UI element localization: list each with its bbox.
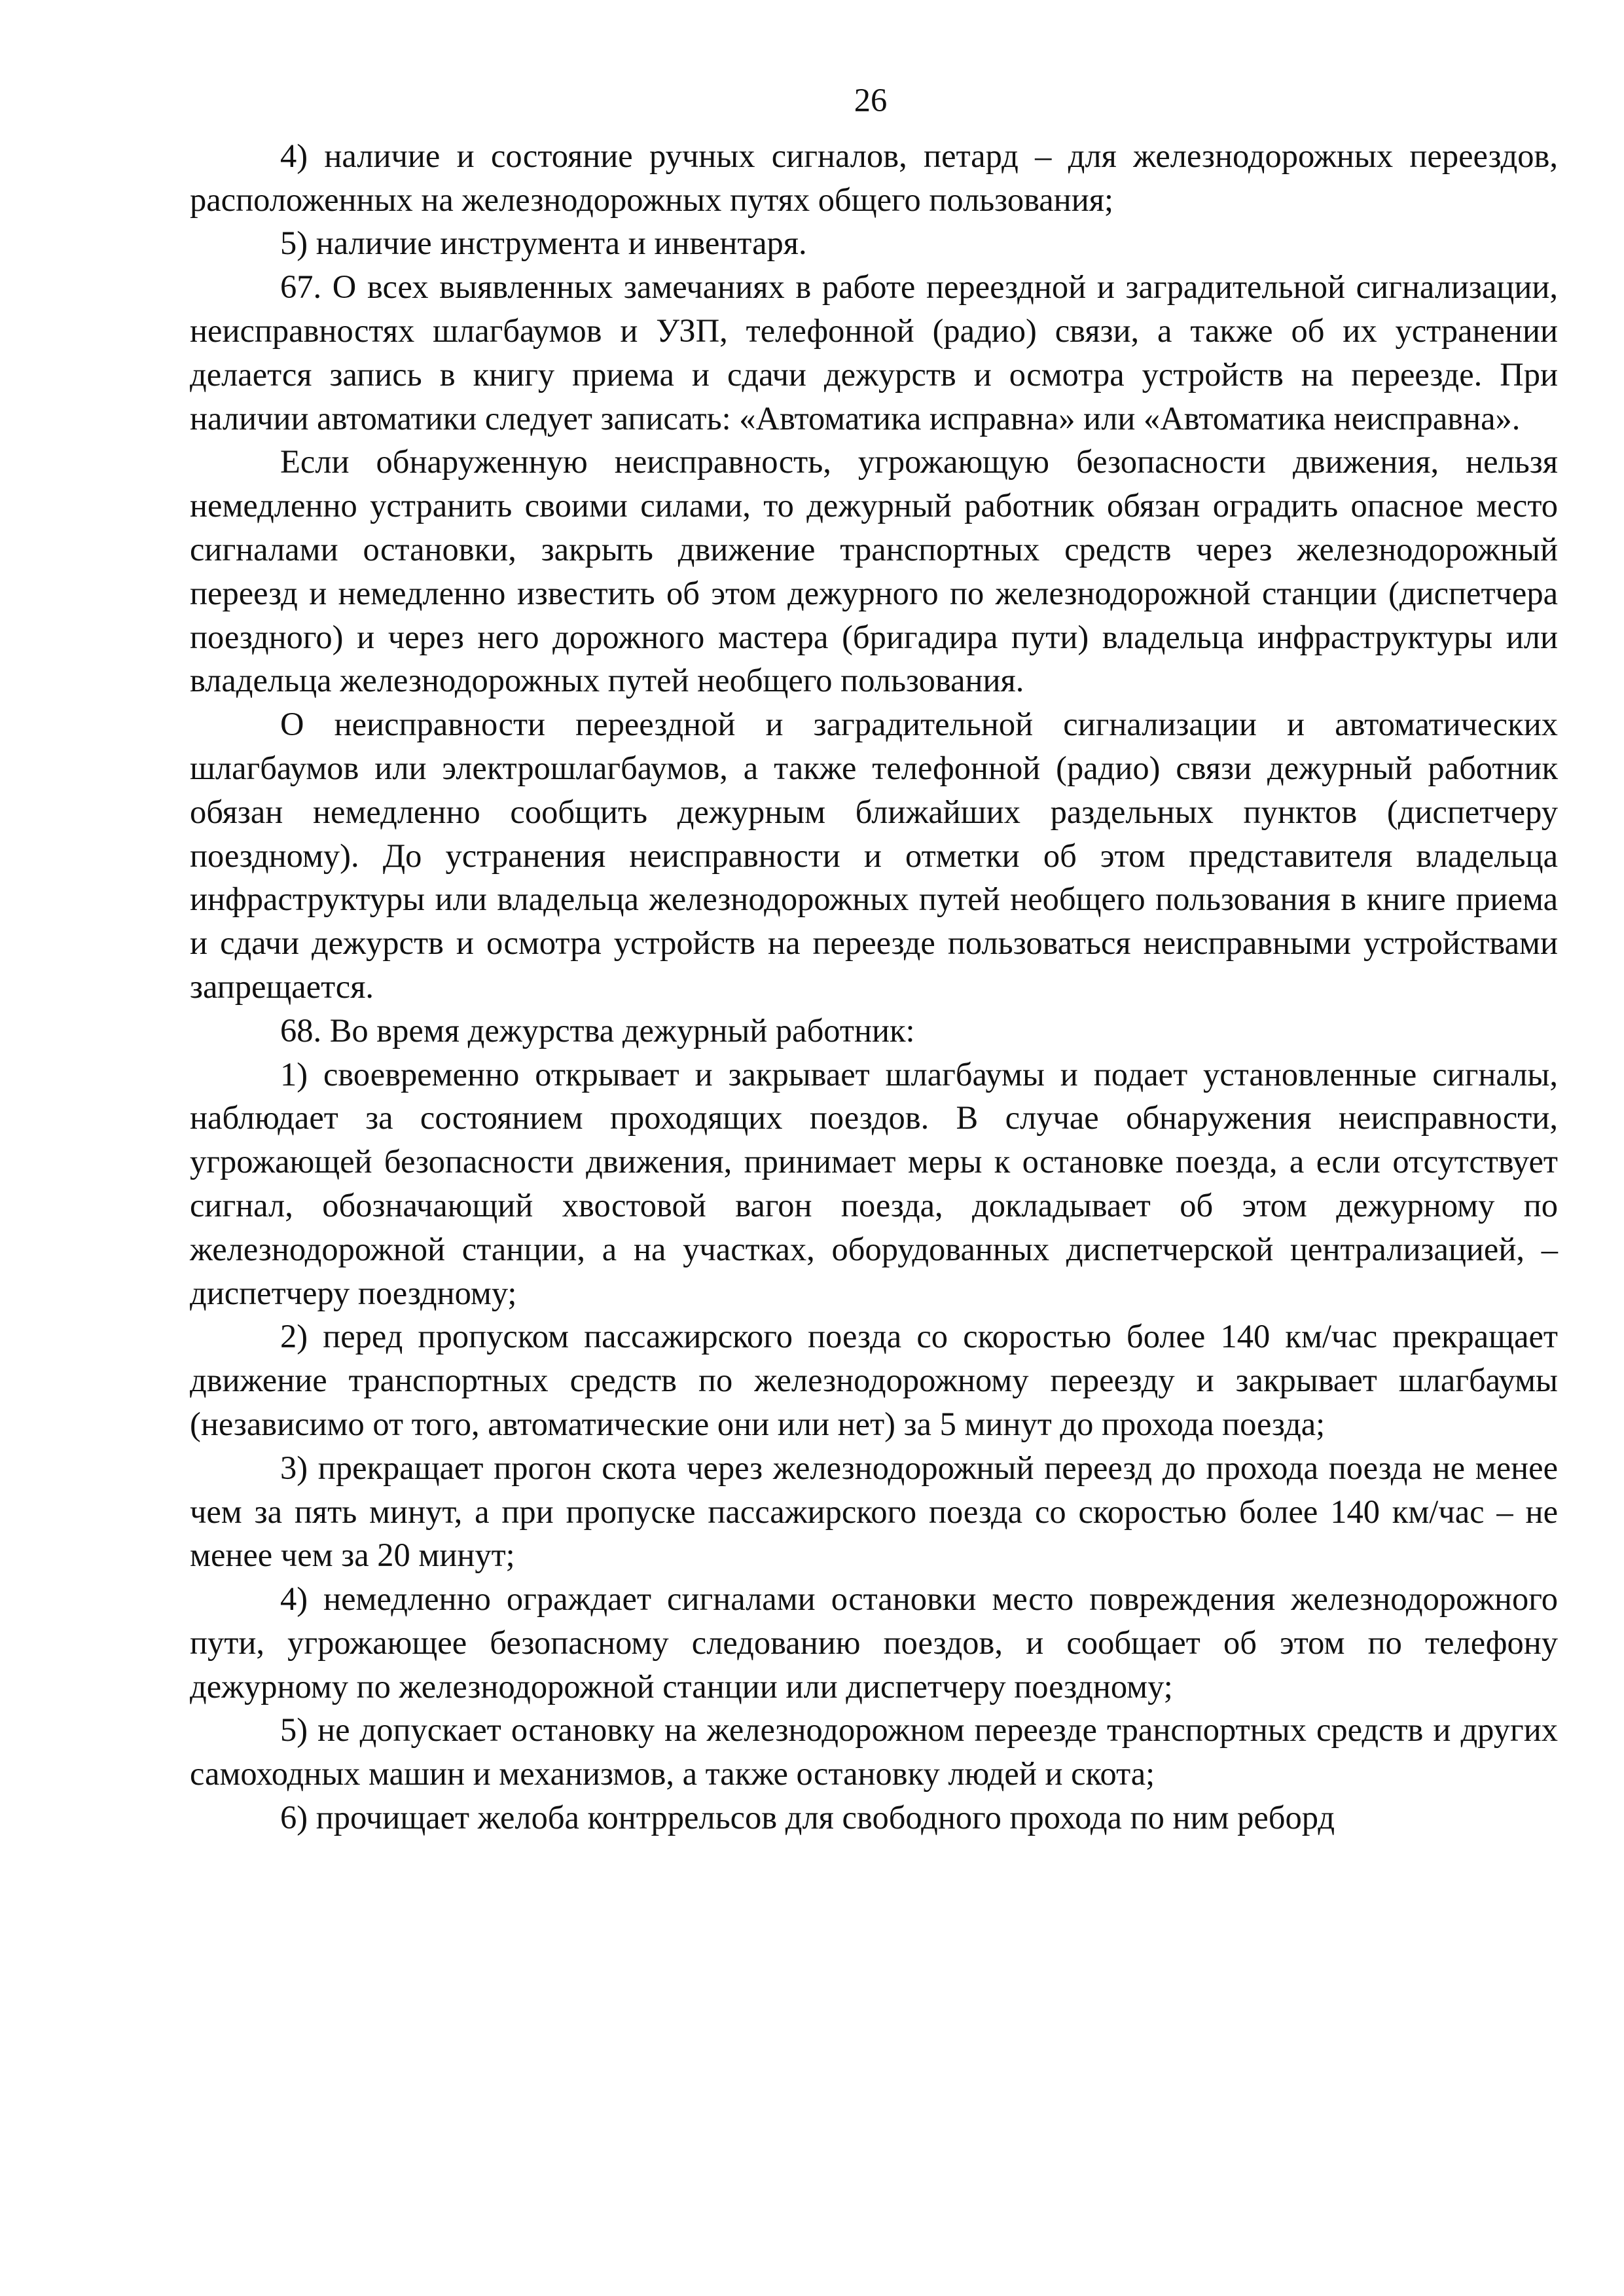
paragraph-duty-4: 4) немедленно ограждает сигналами остановки место повреждения железнодорожного пути, угрожающее безопасному следованию поездов, и сообщает об этом по телефону дежурному по железнодорожной станции или диспетчеру поездному; [190,1580,1558,1705]
paragraph-signalling-malfunction: О неисправности переездной и заградительной сигнализации и автоматических шлагбаумов или электрошлагбаумов, а также телефонной (радио) связи дежурный работник обязан немедленно сообщить дежурным ближайших раздельных пунктов (диспетчеру поездному). До устранения неисправности и отметки об этом представителя владельца инфраструктуры или владельца железнодорожных путей необщего пользования в книге приема и сдачи дежурств и осмотра устройств на переезде пользоваться неисправными устройствами запрещается. [190,706,1558,1005]
document-page [190,79,1558,1840]
paragraph-duty-1: 1) своевременно открывает и закрывает шлагбаумы и подает установленные сигналы, наблюдает за состоянием проходящих поездов. В случае обнаружения неисправности, угрожающей безопасности движения, принимает меры к остановке поезда, а если отсутствует сигнал, обозначающий хвостовой вагон поезда, докладывает об этом дежурному по железнодорожной станции, а на участках, оборудованных диспетчерской централизацией, – диспетчеру поездному; [190,1055,1558,1311]
paragraph-duty-6: 6) прочищает желоба контррельсов для свободного прохода по ним реборд [280,1799,1335,1836]
paragraph-duty-2: 2) перед пропуском пассажирского поезда со скоростью более 140 км/час прекращает движение транспортных средств по железнодорожному переезду и закрывает шлагбаумы (независимо от того, автоматические они или нет) за 5 минут до прохода поезда; [190,1318,1558,1442]
paragraph-clause-68: 68. Во время дежурства дежурный работник: [280,1011,915,1049]
paragraph-malfunction-danger: Если обнаруженную неисправность, угрожающую безопасности движения, нельзя немедленно устранить своими силами, то дежурный работник обязан оградить опасное место сигналами остановки, закрыть движение транспортных средств через железнодорожный переезд и немедленно известить об этом дежурного по железнодорожной станции (диспетчера поездного) и через него дорожного мастера (бригадира пути) владельца инфраструктуры или владельца железнодорожных путей необщего пользования. [190,443,1558,699]
paragraph-duty-3: 3) прекращает прогон скота через железнодорожный переезд до прохода поезда не менее чем за пять минут, а при пропуске пассажирского поезда со скоростью более 140 км/час – не менее чем за 20 минут; [190,1449,1558,1574]
page-number: 26 [854,82,888,118]
paragraph-item-5: 5) наличие инструмента и инвентаря. [280,225,807,262]
paragraph-duty-5: 5) не допускает остановку на железнодорожном переезде транспортных средств и других самоходных машин и механизмов, а также остановку людей и скота; [190,1711,1558,1793]
paragraph-item-4: 4) наличие и состояние ручных сигналов, петард – для железнодорожных переездов, расположенных на железнодорожных путях общего пользования; [190,137,1558,218]
paragraph-clause-67: 67. О всех выявленных замечаниях в работе переездной и заградительной сигнализации, неисправностях шлагбаумов и УЗП, телефонной (радио) связи, а также об их устранении делается запись в книгу приема и сдачи дежурств и осмотра устройств на переезде. При наличии автоматики следует записать: «Автоматика исправна» или «Автоматика неисправна». [190,268,1558,437]
